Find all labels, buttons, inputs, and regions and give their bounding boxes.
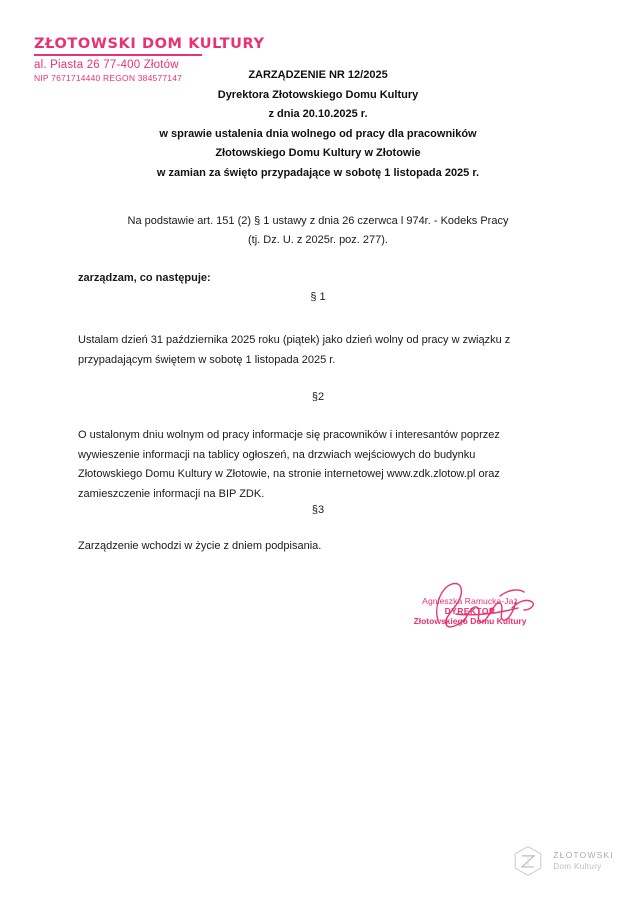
document-title-line-4: w sprawie ustalenia dnia wolnego od pracy dla pracowników bbox=[159, 127, 477, 140]
signature-name: Agnieszka Ramucka-Jaż bbox=[422, 596, 518, 606]
section-text-2: O ustalonym dniu wolnym od pracy informacje się pracowników i interesantów poprzez wywieszenie informacji na tablicy ogłoszeń, na drzwiach wejściowych do budynku Złotowskiego Domu Kultury w Złotowie, na stronie internetowej www.zdk.zlotow.pl oraz zamieszczenie informacji na BIP ZDK. bbox=[78, 429, 500, 500]
document-header bbox=[78, 66, 558, 183]
document-title-line-6: w zamian za święto przypadające w sobotę 1 listopada 2025 r. bbox=[156, 166, 480, 179]
section-marker-2: §2 bbox=[311, 391, 325, 403]
section-marker-1: § 1 bbox=[310, 291, 326, 303]
order-statement: zarządzam, co następuje: bbox=[78, 272, 211, 284]
document-title-line-5: Złotowskiego Domu Kultury w Złotowie bbox=[215, 147, 421, 159]
legal-basis-line-2: (tj. Dz. U. z 2025r. poz. 277). bbox=[247, 234, 388, 246]
organization-tax-ids: NIP 7671714440 REGON 384577147 bbox=[34, 72, 183, 83]
footer-watermark bbox=[511, 844, 614, 878]
document-title-line-1: ZARZĄDZENIE NR 12/2025 bbox=[248, 69, 388, 81]
signature-organization: Złotowskiego Domu Kultury bbox=[413, 616, 527, 626]
footer-line-2: Dom Kultury bbox=[553, 862, 602, 871]
letterhead-divider bbox=[34, 54, 202, 56]
section-marker-3: §3 bbox=[311, 504, 325, 516]
legal-basis-line-1: Na podstawie art. 151 (2) § 1 ustawy z dnia 26 czerwca l 974r. - Kodeks Pracy bbox=[127, 215, 509, 227]
organization-name: ZŁOTOWSKI DOM KULTURY bbox=[34, 36, 265, 52]
footer-line-1: ZŁOTOWSKI bbox=[553, 850, 614, 860]
section-text-1: Ustalam dzień 31 października 2025 roku (piątek) jako dzień wolny od pracy w związku z przypadającym świętem w sobotę 1 listopada 2025 r. bbox=[78, 334, 511, 366]
document-title-line-3: z dnia 20.10.2025 r. bbox=[268, 108, 368, 120]
signature-block bbox=[380, 596, 560, 626]
organization-address: al. Piasta 26 77-400 Złotów bbox=[34, 58, 179, 71]
legal-basis bbox=[78, 212, 558, 250]
document-title-line-2: Dyrektora Złotowskiego Domu Kultury bbox=[217, 88, 419, 101]
signature-role: DYREKTOR bbox=[444, 606, 496, 616]
footer-watermark-text bbox=[553, 850, 614, 872]
zdk-logo-icon bbox=[511, 844, 545, 878]
section-text-3: Zarządzenie wchodzi w życie z dniem podpisania. bbox=[78, 540, 322, 552]
